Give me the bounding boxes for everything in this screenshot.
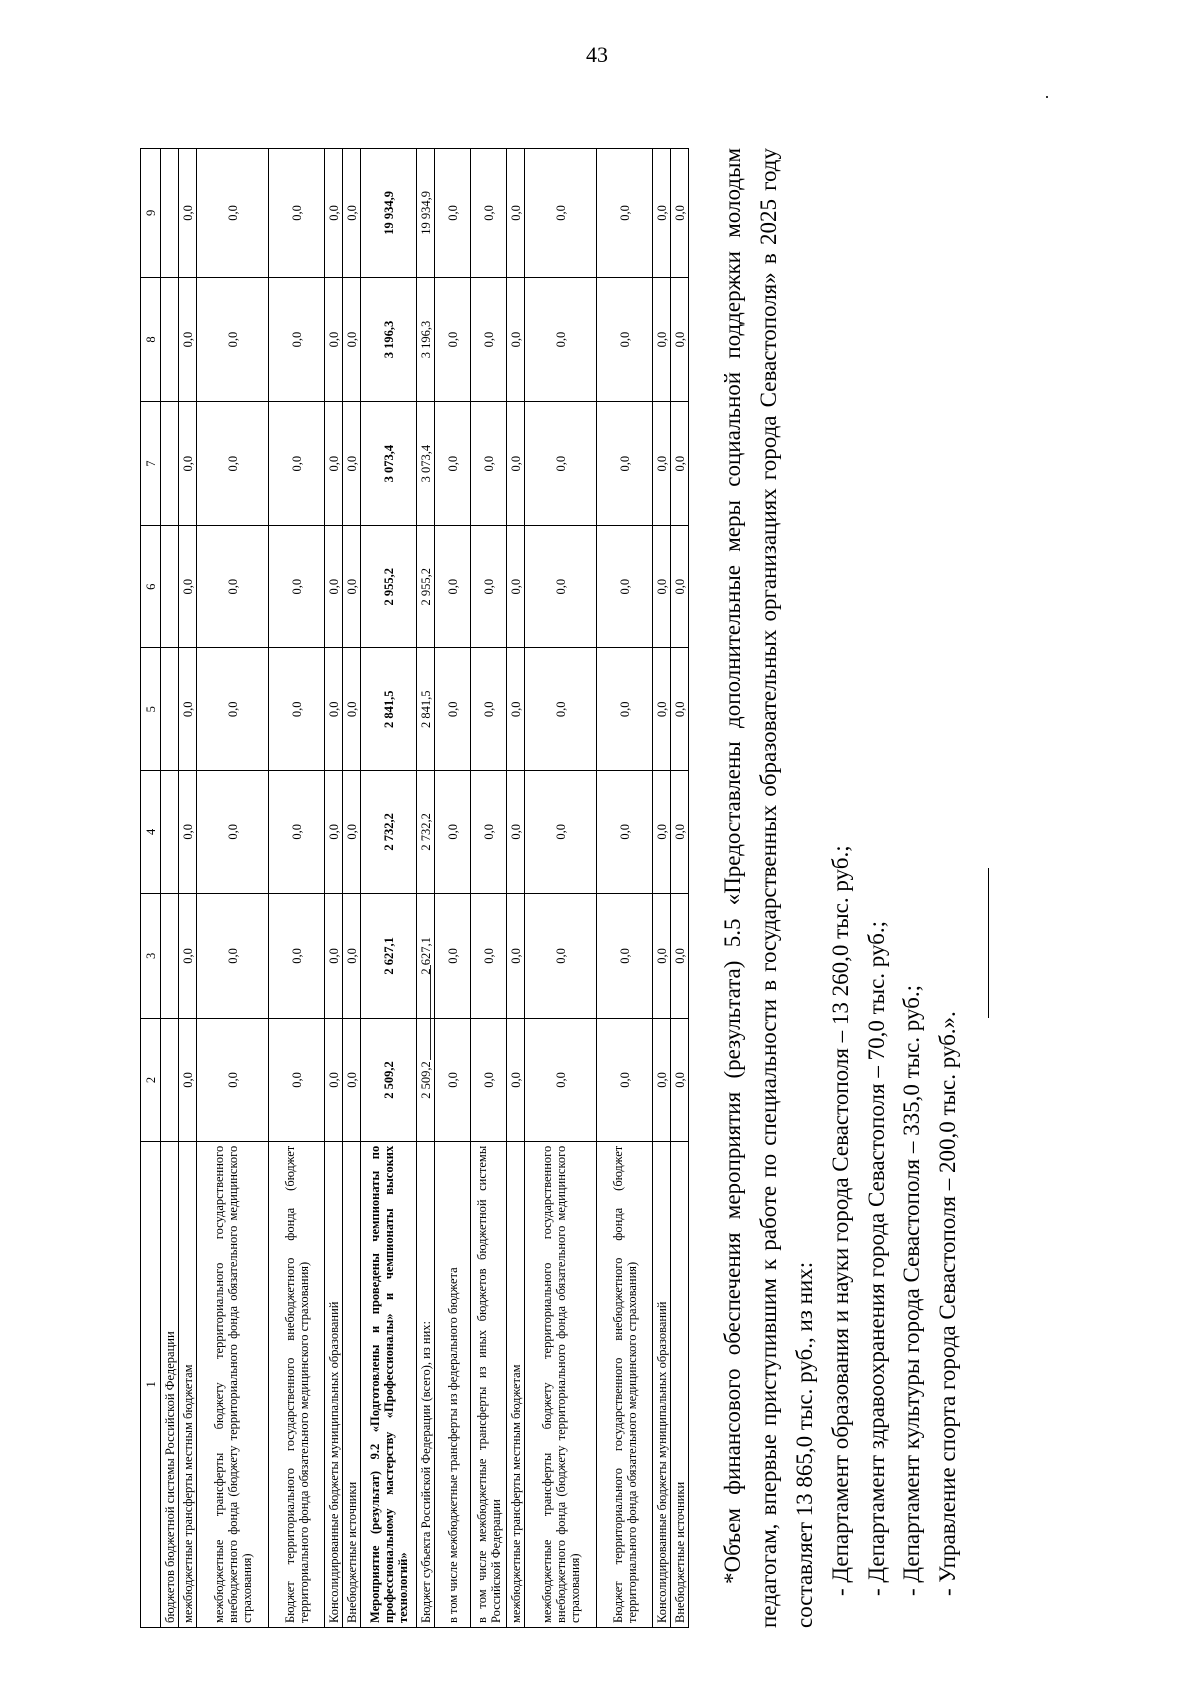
row-label: Консолидированные бюджеты муниципальных образований (653, 1141, 671, 1627)
table-cell (325, 402, 343, 526)
table-cell (179, 648, 197, 771)
value-cell: 0,0 (445, 578, 460, 595)
table-cell (361, 771, 417, 894)
table-cell (325, 893, 343, 1019)
table-row (417, 149, 435, 1628)
value-cell: 0,0 (445, 701, 460, 718)
value-cell: 0,0 (553, 1072, 568, 1088)
value-cell: 0,0 (445, 455, 460, 472)
header-cell: 6 (141, 525, 161, 648)
table-cell (671, 402, 689, 526)
value-cell: 0,0 (553, 455, 568, 472)
value-cell: 0,0 (225, 578, 240, 595)
value-cell: 0,0 (654, 1072, 669, 1088)
table-cell (653, 771, 671, 894)
table-row (525, 149, 597, 1628)
table-row (671, 149, 689, 1628)
value-cell: 0,0 (481, 824, 496, 840)
value-cell: 0,0 (672, 824, 687, 840)
table-row (361, 149, 417, 1628)
closing-rule (988, 868, 989, 1018)
table-cell (471, 1019, 507, 1142)
value-cell: 0,0 (289, 331, 304, 348)
table-cell (361, 525, 417, 648)
table-cell (435, 648, 471, 771)
table-cell (653, 525, 671, 648)
table-cell (671, 277, 689, 402)
row-label: Бюджет территориального государственного внебюджетного фонда (бюджет территориального фонда обязательного медицинского страхования) (597, 1141, 653, 1627)
table-row (653, 149, 671, 1628)
value-cell: 0,0 (225, 205, 240, 221)
table-cell (671, 525, 689, 648)
table-cell (471, 277, 507, 402)
value-cell: 0,0 (289, 578, 304, 595)
value-cell: 0,0 (344, 331, 359, 348)
table-cell (597, 893, 653, 1019)
table-cell (507, 402, 525, 526)
value-cell: 0,0 (445, 331, 460, 348)
empty-cell (161, 893, 179, 1019)
table-cell (525, 277, 597, 402)
value-cell: 0,0 (481, 1072, 496, 1088)
value-cell: 0,0 (326, 331, 341, 348)
value-cell: 0,0 (445, 1072, 460, 1088)
value-cell: 0,0 (180, 331, 195, 348)
table-cell (197, 1019, 269, 1142)
table-cell (197, 277, 269, 402)
value-cell: 0,0 (672, 701, 687, 718)
value-cell: 0,0 (180, 824, 195, 840)
value-cell: 0,0 (289, 948, 304, 964)
table-cell (653, 402, 671, 526)
table-cell (525, 1019, 597, 1142)
financing-table (140, 148, 689, 1628)
table-cell (325, 771, 343, 894)
table-cell (435, 771, 471, 894)
value-cell: 0,0 (225, 331, 240, 348)
value-cell: 0,0 (508, 455, 523, 472)
value-cell: 0,0 (672, 1072, 687, 1088)
value-cell: 0,0 (289, 205, 304, 221)
empty-cell (161, 149, 179, 278)
table-cell (471, 149, 507, 278)
table-cell (197, 893, 269, 1019)
value-cell: 0,0 (225, 455, 240, 472)
table-cell (361, 648, 417, 771)
value-cell: 0,0 (508, 578, 523, 595)
table-cell (597, 1019, 653, 1142)
value-cell: 0,0 (617, 701, 632, 718)
table-cell (507, 525, 525, 648)
table-cell (325, 277, 343, 402)
value-cell: 0,0 (508, 331, 523, 348)
table-cell (671, 648, 689, 771)
value-cell: 0,0 (289, 1072, 304, 1088)
table-row (161, 149, 179, 1628)
value-cell: 0,0 (654, 331, 669, 348)
table-cell (343, 771, 361, 894)
table-cell (417, 149, 435, 278)
value-cell: 0,0 (481, 948, 496, 964)
table-cell (197, 648, 269, 771)
table-cell (417, 1019, 435, 1142)
value-cell: 0,0 (344, 455, 359, 472)
table-cell (417, 525, 435, 648)
table-cell (197, 771, 269, 894)
table-cell (361, 1019, 417, 1142)
value-cell: 0,0 (180, 455, 195, 472)
table-cell (179, 402, 197, 526)
table-cell (179, 1019, 197, 1142)
header-cell: 1 (141, 1141, 161, 1627)
value-cell: 0,0 (225, 701, 240, 718)
table-cell (525, 893, 597, 1019)
value-cell: 3 196,3 (381, 320, 396, 359)
value-cell: 0,0 (508, 824, 523, 840)
table-cell (179, 277, 197, 402)
header-cell: 2 (141, 1019, 161, 1142)
footnote (715, 148, 966, 1628)
value-cell: 2 627,1 (381, 937, 396, 975)
footnote-main: *Объем финансового обеспечения мероприятия (результата) 5.5 «Предоставлены дополнительные меры социальной поддержки молодым педагогам, впервые приступившим к работе по специальности в государственных образовательных организациях города Севастополя» в 2025 году составляет 13 865,0 тыс. руб., из них: (720, 148, 817, 1628)
footnote-item: - Департамент здравоохранения города Севастополя – 70,0 тыс. руб.; (863, 920, 889, 1596)
value-cell: 0,0 (326, 578, 341, 595)
value-cell: 0,0 (180, 578, 195, 595)
table-cell (269, 1019, 325, 1142)
table-cell (507, 1019, 525, 1142)
empty-cell (161, 771, 179, 894)
table-cell (343, 525, 361, 648)
table-cell (435, 525, 471, 648)
table-cell (597, 277, 653, 402)
value-cell: 0,0 (617, 948, 632, 964)
table-cell (597, 771, 653, 894)
table-cell (435, 277, 471, 402)
value-cell: 0,0 (617, 205, 632, 221)
table-cell (507, 648, 525, 771)
table-cell (361, 277, 417, 402)
table-cell (361, 149, 417, 278)
table-cell (325, 525, 343, 648)
table-cell (525, 771, 597, 894)
table-cell (435, 402, 471, 526)
value-cell: 3 196,3 (418, 320, 433, 359)
value-cell: 0,0 (326, 701, 341, 718)
table-cell (343, 648, 361, 771)
table-row (179, 149, 197, 1628)
table-cell (671, 893, 689, 1019)
table-cell (597, 648, 653, 771)
value-cell: 19 934,9 (381, 191, 396, 235)
header-cell: 4 (141, 771, 161, 894)
table-cell (653, 1019, 671, 1142)
table-cell (671, 771, 689, 894)
header-cell: 3 (141, 893, 161, 1019)
value-cell: 0,0 (508, 701, 523, 718)
value-cell: 0,0 (326, 948, 341, 964)
value-cell: 3 073,4 (381, 444, 396, 483)
table-cell (525, 648, 597, 771)
value-cell: 0,0 (289, 455, 304, 472)
value-cell: 0,0 (617, 455, 632, 472)
table-cell (417, 402, 435, 526)
table-row (507, 149, 525, 1628)
table-cell (471, 648, 507, 771)
table-cell (507, 277, 525, 402)
value-cell: 0,0 (481, 205, 496, 221)
table-cell (343, 149, 361, 278)
value-cell: 0,0 (445, 948, 460, 964)
value-cell: 0,0 (481, 331, 496, 348)
scan-speck (1046, 96, 1048, 98)
value-cell: 0,0 (180, 948, 195, 964)
row-label: Внебюджетные источники (343, 1141, 361, 1627)
value-cell: 3 073,4 (418, 444, 433, 483)
value-cell: 0,0 (326, 1072, 341, 1088)
table-cell (471, 525, 507, 648)
header-cell: 8 (141, 277, 161, 402)
table-cell (197, 149, 269, 278)
value-cell: 0,0 (326, 205, 341, 221)
value-cell: 0,0 (617, 331, 632, 348)
table-cell (653, 149, 671, 278)
value-cell: 0,0 (289, 824, 304, 840)
value-cell: 0,0 (326, 824, 341, 840)
table-row (435, 149, 471, 1628)
table-cell (653, 893, 671, 1019)
table-row (597, 149, 653, 1628)
table-cell (597, 402, 653, 526)
value-cell: 0,0 (672, 455, 687, 472)
empty-cell (161, 1019, 179, 1142)
table-cell (417, 893, 435, 1019)
value-cell: 0,0 (617, 824, 632, 840)
table-cell (269, 149, 325, 278)
table-cell (343, 1019, 361, 1142)
value-cell: 0,0 (326, 455, 341, 472)
table-row (197, 149, 269, 1628)
value-cell: 0,0 (654, 205, 669, 221)
value-cell: 0,0 (508, 1072, 523, 1088)
table-cell (197, 402, 269, 526)
value-cell: 0,0 (617, 578, 632, 595)
value-cell: 2 955,2 (381, 567, 396, 606)
value-cell: 0,0 (654, 824, 669, 840)
table-cell (179, 771, 197, 894)
value-cell: 2 509,2 (418, 1061, 433, 1099)
table-row (269, 149, 325, 1628)
table-cell (361, 402, 417, 526)
value-cell: 0,0 (617, 1072, 632, 1088)
value-cell: 0,0 (344, 205, 359, 221)
table-cell (507, 893, 525, 1019)
table-cell (179, 525, 197, 648)
table-cell (435, 149, 471, 278)
value-cell: 2 955,2 (418, 567, 433, 606)
value-cell: 0,0 (553, 578, 568, 595)
value-cell: 0,0 (553, 205, 568, 221)
value-cell: 0,0 (481, 701, 496, 718)
table-cell (653, 648, 671, 771)
page-number: 43 (586, 42, 608, 67)
row-label: бюджетов бюджетной системы Российской Федерации (161, 1141, 179, 1627)
table-cell (343, 893, 361, 1019)
table-cell (671, 149, 689, 278)
table-cell (361, 893, 417, 1019)
table-body (141, 149, 689, 1628)
row-label: в том числе межбюджетные трансферты из иных бюджетов бюджетной системы Российской Федерации (471, 1141, 507, 1627)
table-cell (417, 771, 435, 894)
table-cell (525, 525, 597, 648)
table-cell (525, 402, 597, 526)
table-cell (269, 277, 325, 402)
value-cell: 0,0 (445, 205, 460, 221)
value-cell: 0,0 (180, 1072, 195, 1088)
table-cell (325, 1019, 343, 1142)
footnote-item: - Управление спорта города Севастополя – 200,0 тыс. руб.». (935, 1011, 961, 1596)
value-cell: 0,0 (289, 701, 304, 718)
row-label: Консолидированные бюджеты муниципальных образований (325, 1141, 343, 1627)
empty-cell (161, 648, 179, 771)
empty-cell (161, 525, 179, 648)
value-cell: 0,0 (344, 948, 359, 964)
value-cell: 0,0 (344, 824, 359, 840)
value-cell: 0,0 (344, 701, 359, 718)
value-cell: 0,0 (481, 455, 496, 472)
table-cell (507, 771, 525, 894)
value-cell: 2 627,1 (418, 937, 433, 975)
value-cell: 0,0 (672, 205, 687, 221)
value-cell: 0,0 (344, 578, 359, 595)
table-cell (269, 525, 325, 648)
table-cell (269, 648, 325, 771)
table-cell (671, 1019, 689, 1142)
row-label: межбюджетные трансферты бюджету территориального государственного внебюджетного фонда (бюджету территориального фонда обязательного медицинского страхования) (197, 1141, 269, 1627)
table-cell (269, 402, 325, 526)
value-cell: 0,0 (553, 331, 568, 348)
rotated-content (140, 148, 1160, 1628)
value-cell: 0,0 (508, 948, 523, 964)
table-cell (179, 893, 197, 1019)
row-label: Бюджет субъекта Российской Федерации (всего), из них: (417, 1141, 435, 1627)
table-cell (197, 525, 269, 648)
table-cell (507, 149, 525, 278)
value-cell: 0,0 (225, 948, 240, 964)
value-cell: 0,0 (672, 578, 687, 595)
table-cell (269, 771, 325, 894)
table-cell (435, 893, 471, 1019)
value-cell: 0,0 (445, 824, 460, 840)
value-cell: 0,0 (180, 701, 195, 718)
row-label: в том числе межбюджетные трансферты из федерального бюджета (435, 1141, 471, 1627)
value-cell: 0,0 (672, 331, 687, 348)
table-cell (179, 149, 197, 278)
table-cell (417, 648, 435, 771)
table-cell (525, 149, 597, 278)
value-cell: 2 732,2 (418, 813, 433, 851)
value-cell: 0,0 (553, 824, 568, 840)
table-cell (471, 893, 507, 1019)
header-cell: 7 (141, 402, 161, 526)
table-row (325, 149, 343, 1628)
table-row (343, 149, 361, 1628)
empty-cell (161, 277, 179, 402)
value-cell: 0,0 (553, 701, 568, 718)
table-cell (471, 402, 507, 526)
table-cell (325, 149, 343, 278)
header-cell: 9 (141, 149, 161, 278)
table-cell (597, 149, 653, 278)
table-cell (471, 771, 507, 894)
table-cell (417, 277, 435, 402)
value-cell: 0,0 (508, 205, 523, 221)
table-cell (343, 402, 361, 526)
value-cell: 0,0 (481, 578, 496, 595)
value-cell: 19 934,9 (418, 191, 433, 235)
row-label: Мероприятие (результат) 9.2 «Подготовлены и проведены чемпионаты по профессиональному мастерству «Профессионалы» и чемпионаты высоких технологий» (361, 1141, 417, 1627)
value-cell: 0,0 (180, 205, 195, 221)
value-cell: 0,0 (654, 701, 669, 718)
value-cell: 0,0 (654, 578, 669, 595)
value-cell: 2 841,5 (381, 690, 396, 728)
table-cell (269, 893, 325, 1019)
value-cell: 0,0 (654, 948, 669, 964)
row-label: Бюджет территориального государственного внебюджетного фонда (бюджет территориального фонда обязательного медицинского страхования) (269, 1141, 325, 1627)
empty-cell (161, 402, 179, 526)
row-label: межбюджетные трансферты местным бюджетам (179, 1141, 197, 1627)
table-cell (653, 277, 671, 402)
value-cell: 0,0 (654, 455, 669, 472)
footnote-item: - Департамент культуры города Севастополя – 335,0 тыс. руб.; (899, 984, 925, 1596)
value-cell: 0,0 (225, 1072, 240, 1088)
header-row (141, 149, 161, 1628)
value-cell: 2 509,2 (381, 1061, 396, 1099)
value-cell: 0,0 (225, 824, 240, 840)
header-cell: 5 (141, 648, 161, 771)
row-label: межбюджетные трансферты бюджету территориального государственного внебюджетного фонда (бюджету территориального фонда обязательного медицинского страхования) (525, 1141, 597, 1627)
table-cell (435, 1019, 471, 1142)
table-row (471, 149, 507, 1628)
value-cell: 2 841,5 (418, 690, 433, 728)
table-cell (325, 648, 343, 771)
value-cell: 2 732,2 (381, 813, 396, 851)
row-label: Внебюджетные источники (671, 1141, 689, 1627)
value-cell: 0,0 (344, 1072, 359, 1088)
value-cell: 0,0 (672, 948, 687, 964)
table-cell (597, 525, 653, 648)
footnote-item: - Департамент образования и науки города Севастополя – 13 260,0 тыс. руб.; (827, 845, 853, 1596)
row-label: межбюджетные трансферты местным бюджетам (507, 1141, 525, 1627)
value-cell: 0,0 (553, 948, 568, 964)
table-cell (343, 277, 361, 402)
